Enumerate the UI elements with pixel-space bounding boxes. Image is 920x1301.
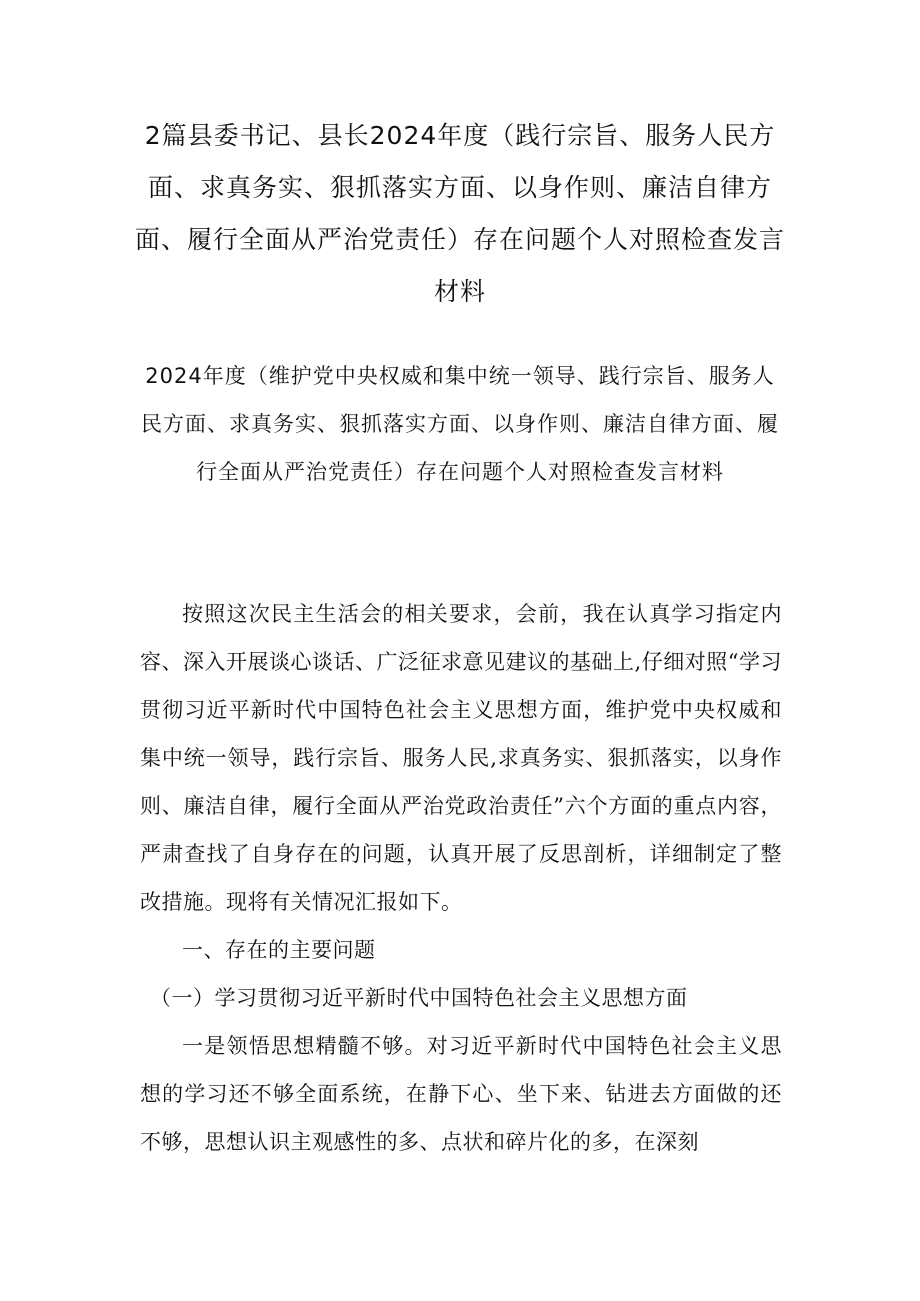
document-title: 2篇县委书记、县长2024年度（践行宗旨、服务人民方面、求真务实、狠抓落实方面、以身作则、廉洁自律方面、履行全面从严治党责任）存在问题个人对照检查发言材料	[134, 121, 785, 306]
subsection-heading: （一）学习贯彻习近平新时代中国特色社会主义思想方面	[150, 986, 688, 1010]
section-heading: 一、存在的主要问题	[182, 938, 376, 962]
document-subtitle: 2024年度（维护党中央权威和集中统一领导、践行宗旨、服务人民方面、求真务实、狠抓落实方面、以身作则、廉洁自律方面、履行全面从严治党责任）存在问题个人对照检查发言材料	[141, 364, 779, 484]
intro-paragraph: 按照这次民主生活会的相关要求，会前，我在认真学习指定内容、深入开展谈心谈话、广泛征求意见建议的基础上,仔细对照“学习贯彻习近平新时代中国特色社会主义思想方面，维护党中央权威和集中统一领导，践行宗旨、服务人民,求真务实、狠抓落实，以身作则、廉洁自律，履行全面从严治党政治责任”六个方面的重点内容，严肃查找了自身存在的问题，认真开展了反思剖析，详细制定了整改措施。现将有关情况汇报如下。	[140, 602, 782, 914]
body-paragraph: 一是领悟思想精髓不够。对习近平新时代中国特色社会主义思想的学习还不够全面系统，在静下心、坐下来、钻进去方面做的还不够，思想认识主观感性的多、点状和碎片化的多，在深刻	[140, 1034, 782, 1154]
